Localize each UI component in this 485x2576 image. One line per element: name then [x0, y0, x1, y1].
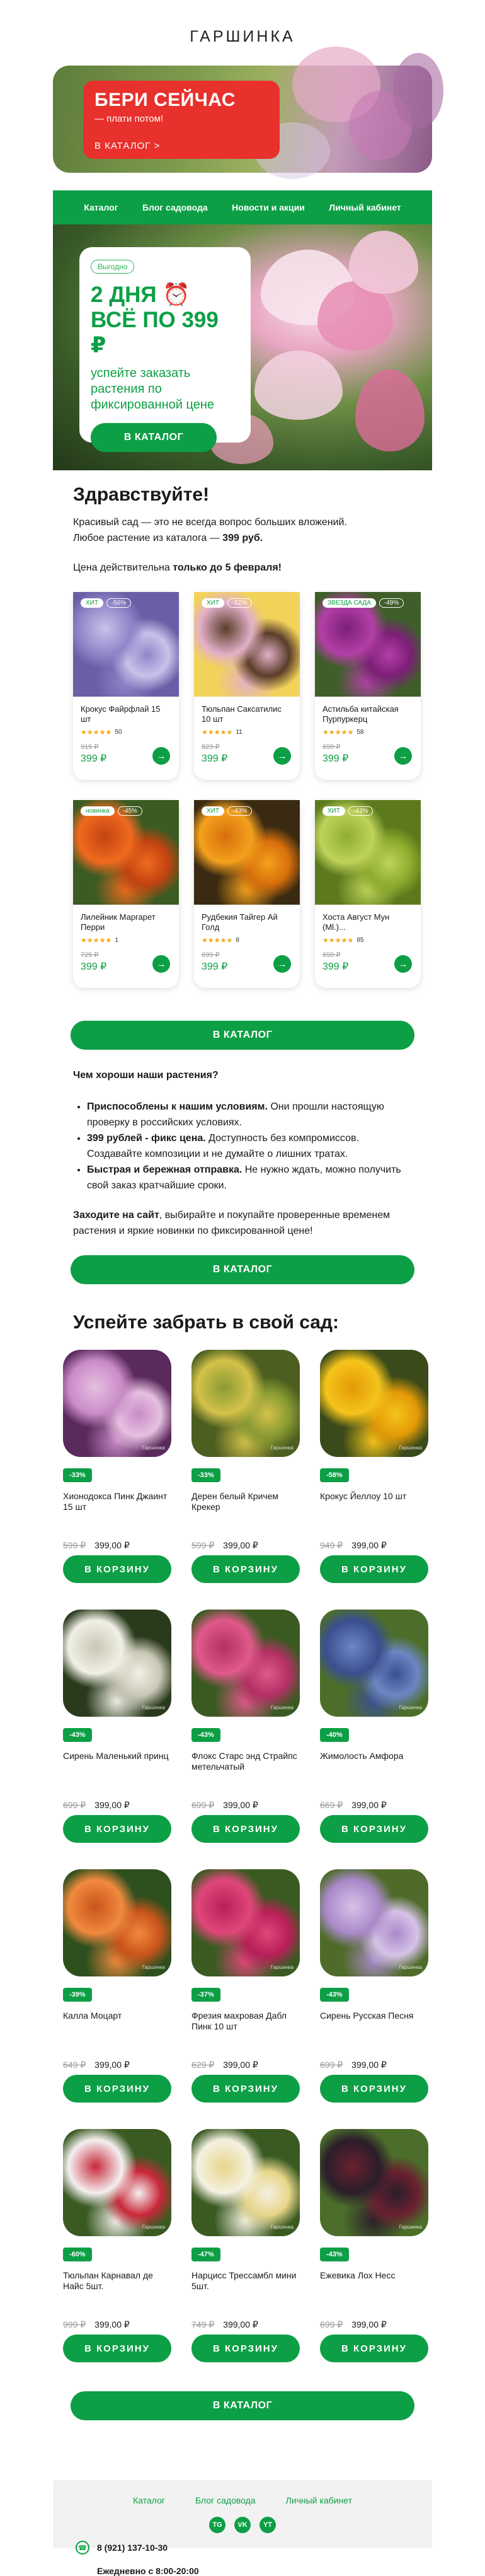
product-discount-badge: -56%: [106, 598, 131, 608]
arrow-right-icon[interactable]: →: [152, 747, 170, 765]
catalog-card: [63, 1610, 171, 1843]
product-price: 399,00 ₽: [94, 1800, 130, 1810]
old-price: 915 ₽: [81, 743, 99, 751]
old-price: 629 ₽: [191, 2060, 215, 2070]
catalog-card: [320, 1869, 428, 2103]
product-price: 399,00 ₽: [94, 1540, 130, 1550]
add-to-cart-button[interactable]: В КОРЗИНУ: [63, 2075, 171, 2103]
product-price: 399 ₽: [81, 753, 107, 764]
add-to-cart-button[interactable]: В КОРЗИНУ: [63, 1555, 171, 1583]
greeting-line2: Любое растение из каталога — 399 руб.: [73, 533, 263, 543]
why-list: [73, 1099, 412, 1193]
product-price: 399,00 ₽: [94, 2319, 130, 2329]
why-section: [0, 1050, 485, 1239]
featured-card[interactable]: [194, 800, 300, 988]
old-price: 599 ₽: [191, 1540, 215, 1550]
product-tag-badge: ХИТ: [202, 806, 224, 816]
product-name[interactable]: Нарцисс Трессамбл мини 5шт.: [191, 2270, 297, 2291]
catalog-button-1[interactable]: В КАТАЛОГ: [71, 1021, 414, 1050]
old-price: 829 ₽: [202, 743, 220, 751]
arrow-right-icon[interactable]: →: [152, 955, 170, 973]
catalog-card: [191, 2129, 300, 2362]
featured-card[interactable]: [73, 800, 179, 988]
discount-badge: -40%: [320, 1728, 349, 1742]
product-name[interactable]: Астильба китайская Пурпуркерц: [322, 704, 399, 724]
add-to-cart-button[interactable]: В КОРЗИНУ: [320, 2075, 428, 2103]
arrow-right-icon[interactable]: →: [273, 747, 291, 765]
product-image[interactable]: [194, 592, 300, 697]
product-name[interactable]: Рудбекия Тайгер Ай Голд: [202, 912, 278, 932]
star-icons: ★★★★★: [322, 937, 354, 944]
product-image[interactable]: [191, 1610, 300, 1717]
product-image[interactable]: [63, 1350, 171, 1457]
greeting-deadline: Цена действительна только до 5 февраля!: [73, 562, 282, 573]
image-watermark: Гаршинка: [270, 1964, 294, 1970]
add-to-cart-button[interactable]: В КОРЗИНУ: [320, 1555, 428, 1583]
why-item: • 399 рублей - фикс цена. Доступность без компромиссов. Создавайте композиции и не думайте о лишних тратах.: [87, 1130, 412, 1162]
product-discount-badge: -43%: [227, 806, 252, 816]
vk-icon[interactable]: VK: [234, 2517, 251, 2533]
hero-banner: [53, 190, 432, 470]
image-watermark: Гаршинка: [399, 1445, 422, 1451]
nav-catalog[interactable]: Каталог: [84, 202, 118, 212]
old-price: 699 ₽: [63, 1800, 86, 1810]
catalog-card: [63, 1869, 171, 2103]
product-name[interactable]: Сирень Маленький принц: [63, 1751, 169, 1761]
arrow-right-icon[interactable]: →: [394, 747, 412, 765]
discount-badge: -33%: [63, 1468, 92, 1482]
footer-phone[interactable]: [76, 2541, 168, 2555]
catalog-card: [63, 2129, 171, 2362]
discount-badge: -60%: [63, 2248, 92, 2261]
product-image[interactable]: [191, 1869, 300, 1976]
catalog-card: [191, 1869, 300, 2103]
product-discount-badge: -45%: [118, 806, 142, 816]
review-count: 8: [236, 937, 239, 944]
image-watermark: Гаршинка: [142, 1705, 165, 1710]
product-name[interactable]: Флокс Старс энд Страйпс метельчатый: [191, 1751, 297, 1772]
image-watermark: Гаршинка: [270, 1445, 294, 1451]
product-price: 399,00 ₽: [351, 1540, 387, 1550]
featured-products: [0, 576, 485, 988]
old-price: 699 ₽: [320, 2319, 343, 2329]
catalog-button-3[interactable]: В КАТАЛОГ: [71, 2391, 414, 2420]
image-watermark: Гаршинка: [270, 1705, 294, 1710]
add-to-cart-button[interactable]: В КОРЗИНУ: [191, 1815, 300, 1843]
discount-badge: -43%: [63, 1728, 92, 1742]
product-rating: [194, 726, 300, 736]
star-icons: ★★★★★: [322, 729, 354, 736]
old-price: 749 ₽: [191, 2319, 215, 2329]
image-watermark: Гаршинка: [270, 2224, 294, 2230]
product-price: 399,00 ₽: [223, 1800, 258, 1810]
image-watermark: Гаршинка: [399, 1964, 422, 1970]
image-watermark: Гаршинка: [142, 1445, 165, 1451]
catalog-card: [320, 2129, 428, 2362]
star-icons: ★★★★★: [81, 937, 112, 944]
old-price: 725 ₽: [81, 951, 99, 959]
product-rating: [73, 726, 179, 736]
why-item: • Приспособлены к нашим условиям. Они прошли настоящую проверку в российских условиях.: [87, 1099, 412, 1130]
add-to-cart-button[interactable]: В КОРЗИНУ: [320, 2335, 428, 2362]
catalog-card: [63, 1350, 171, 1583]
image-watermark: Гаршинка: [142, 2224, 165, 2230]
nav-blog[interactable]: Блог садовода: [142, 202, 208, 212]
product-price: 399,00 ₽: [223, 2060, 258, 2070]
discount-badge: -43%: [320, 1988, 349, 2002]
nav-account[interactable]: Личный кабинет: [329, 202, 401, 212]
product-prices: [320, 1800, 428, 1811]
greeting-line1: Красивый сад — это не всегда вопрос больших вложений.: [73, 517, 347, 528]
product-prices: [320, 2060, 428, 2070]
product-image[interactable]: [194, 800, 300, 905]
product-prices: [63, 1800, 171, 1811]
old-price: 699 ₽: [202, 951, 220, 959]
pay-later-banner[interactable]: [53, 66, 432, 173]
add-to-cart-button[interactable]: В КОРЗИНУ: [320, 1815, 428, 1843]
old-price: 669 ₽: [320, 1800, 343, 1810]
product-name[interactable]: Калла Моцарт: [63, 2010, 122, 2021]
old-price: 649 ₽: [63, 2060, 86, 2070]
product-image[interactable]: [191, 2129, 300, 2236]
arrow-right-icon[interactable]: →: [273, 955, 291, 973]
banner-title: БЕРИ СЕЙЧАС: [94, 90, 236, 110]
discount-badge: -58%: [320, 1468, 349, 1482]
why-cta-text: Заходите на сайт, выбирайте и покупайте проверенные временем растения и яркие новинки по фиксированной цене!: [73, 1210, 391, 1236]
product-tag-badge: ЗВЕЗДА САДА: [322, 598, 376, 608]
footer-phone-text: 8 (921) 137-10-30: [97, 2543, 168, 2553]
footer-link-account[interactable]: Личный кабинет: [285, 2495, 352, 2505]
product-image[interactable]: [63, 1869, 171, 1976]
product-discount-badge: -43%: [348, 806, 373, 816]
banner-subtitle: — плати потом!: [94, 113, 164, 124]
add-to-cart-button[interactable]: В КОРЗИНУ: [63, 2335, 171, 2362]
product-badges: [81, 598, 131, 608]
product-image[interactable]: [320, 1610, 428, 1717]
old-price: 699 ₽: [191, 1800, 215, 1810]
product-name[interactable]: Хионодокса Пинк Джаинт 15 шт: [63, 1491, 168, 1512]
product-name[interactable]: Жимолость Амфора: [320, 1751, 404, 1761]
product-image[interactable]: [73, 592, 179, 697]
product-name[interactable]: Фрезия махровая Дабл Пинк 10 шт: [191, 2010, 287, 2031]
review-count: 85: [357, 937, 364, 944]
product-prices: [63, 2319, 171, 2330]
product-badges: [322, 598, 404, 608]
product-price: 399 ₽: [81, 961, 107, 972]
image-watermark: Гаршинка: [142, 1964, 165, 1970]
product-image[interactable]: [320, 1350, 428, 1457]
featured-card[interactable]: [315, 592, 421, 780]
star-icons: ★★★★★: [202, 937, 233, 944]
promo-headline-line2: ВСЁ ПО 399 ₽: [91, 308, 219, 357]
phone-icon: ☎: [76, 2541, 89, 2555]
youtube-icon[interactable]: YT: [260, 2517, 276, 2533]
product-price: 399 ₽: [322, 961, 349, 972]
pay-later-card: [83, 81, 280, 159]
greeting-section: [0, 470, 485, 576]
catalog-card: [320, 1350, 428, 1583]
product-badges: [202, 806, 252, 816]
product-rating: [315, 934, 421, 944]
product-image[interactable]: [315, 800, 421, 905]
product-price: 399,00 ₽: [94, 2060, 130, 2070]
catalog-card: [320, 1610, 428, 1843]
image-watermark: Гаршинка: [399, 2224, 422, 2230]
product-badges: [322, 806, 373, 816]
add-to-cart-button[interactable]: В КОРЗИНУ: [191, 1555, 300, 1583]
promo-catalog-button[interactable]: В КАТАЛОГ: [91, 423, 217, 452]
old-price: 699 ₽: [320, 2060, 343, 2070]
add-to-cart-button[interactable]: В КОРЗИНУ: [191, 2075, 300, 2103]
promo-card: [79, 247, 251, 443]
footer: [53, 2480, 432, 2576]
product-name[interactable]: Крокус Йеллоу 10 шт: [320, 1491, 407, 1501]
star-icons: ★★★★★: [81, 729, 112, 736]
product-name[interactable]: Тюльпан Саксатилис 10 шт: [202, 704, 282, 724]
featured-card[interactable]: [194, 592, 300, 780]
product-image[interactable]: [63, 2129, 171, 2236]
old-price: 999 ₽: [63, 2319, 86, 2329]
product-badges: [202, 598, 252, 608]
product-badges: [81, 806, 142, 816]
old-price: 599 ₽: [63, 1540, 86, 1550]
product-name[interactable]: Ежевика Лох Несс: [320, 2270, 396, 2280]
catalog-products: [0, 1333, 485, 2362]
brand-logo-text: ГАРШИНКА: [190, 28, 295, 45]
arrow-right-icon[interactable]: →: [394, 955, 412, 973]
why-item: • Быстрая и бережная отправка. Не нужно ждать, можно получить свой заказ кратчайшие сроки.: [87, 1162, 412, 1193]
footer-link-catalog[interactable]: Каталог: [133, 2495, 165, 2505]
product-image[interactable]: [191, 1350, 300, 1457]
product-image[interactable]: [320, 1869, 428, 1976]
image-watermark: Гаршинка: [399, 1705, 422, 1710]
add-to-cart-button[interactable]: В КОРЗИНУ: [63, 1815, 171, 1843]
product-prices: [63, 2060, 171, 2070]
product-prices: [191, 2319, 300, 2330]
product-prices: [191, 1540, 300, 1551]
discount-badge: -37%: [191, 1988, 220, 2002]
product-prices: [320, 1540, 428, 1551]
product-price: 399 ₽: [202, 961, 228, 972]
discount-badge: -43%: [320, 2248, 349, 2261]
nav-news[interactable]: Новости и акции: [232, 202, 305, 212]
greeting-title: Здравствуйте!: [73, 484, 210, 505]
product-tag-badge: новинка: [81, 806, 115, 816]
product-price: 399,00 ₽: [223, 2319, 258, 2329]
banner-catalog-link[interactable]: В КАТАЛОГ >: [94, 141, 161, 151]
product-prices: [191, 1800, 300, 1811]
featured-card[interactable]: [73, 592, 179, 780]
main-nav: [53, 190, 432, 224]
star-icons: ★★★★★: [202, 729, 233, 736]
promo-badge: Выгодно: [91, 260, 134, 274]
product-name[interactable]: Сирень Русская Песня: [320, 2010, 414, 2021]
old-price: 699 ₽: [322, 951, 341, 959]
product-name[interactable]: Тюльпан Карнавал де Найс 5шт.: [63, 2270, 153, 2291]
product-image[interactable]: [63, 1610, 171, 1717]
product-image[interactable]: [315, 592, 421, 697]
review-count: 50: [115, 729, 122, 736]
old-price: 699 ₽: [322, 743, 341, 751]
product-tag-badge: ХИТ: [322, 806, 345, 816]
product-price: 399 ₽: [322, 753, 349, 764]
catalog-button-2[interactable]: В КАТАЛОГ: [71, 1255, 414, 1284]
review-count: 58: [357, 729, 364, 736]
old-price: 949 ₽: [320, 1540, 343, 1550]
product-prices: [320, 2319, 428, 2330]
product-prices: [63, 1540, 171, 1551]
promo-headline-line1: 2 ДНЯ ⏰: [91, 282, 190, 307]
discount-badge: -33%: [191, 1468, 220, 1482]
product-name[interactable]: Хоста Август Мун (Ml.)...: [322, 912, 390, 932]
product-price: 399,00 ₽: [223, 1540, 258, 1550]
discount-badge: -43%: [191, 1728, 220, 1742]
section-title: Успейте забрать в свой сад:: [73, 1312, 340, 1333]
discount-badge: -47%: [191, 2248, 220, 2261]
product-name[interactable]: Лилейник Маргарет Перри: [81, 912, 156, 932]
footer-hours: Ежедневно с 8:00-20:00: [97, 2566, 199, 2576]
catalog-card: [191, 1350, 300, 1583]
product-name[interactable]: Крокус Файрфлай 15 шт: [81, 704, 161, 724]
review-count: 1: [115, 937, 118, 944]
footer-links: [53, 2495, 432, 2505]
why-title: Чем хороши наши растения?: [73, 1070, 219, 1081]
product-price: 399 ₽: [202, 753, 228, 764]
product-price: 399,00 ₽: [351, 2060, 387, 2070]
product-prices: [191, 2060, 300, 2070]
telegram-icon[interactable]: TG: [209, 2517, 225, 2533]
product-price: 399,00 ₽: [351, 1800, 387, 1810]
product-image[interactable]: [320, 2129, 428, 2236]
catalog-card: [191, 1610, 300, 1843]
promo-headline: [91, 282, 239, 358]
product-rating: [73, 934, 179, 944]
promo-text: успейте заказать растения по фиксированной цене: [91, 366, 215, 412]
product-price: 399,00 ₽: [351, 2319, 387, 2329]
product-tag-badge: ХИТ: [202, 598, 224, 608]
product-image[interactable]: [73, 800, 179, 905]
product-discount-badge: -49%: [379, 598, 404, 608]
product-rating: [315, 726, 421, 736]
footer-link-blog[interactable]: Блог садовода: [195, 2495, 256, 2505]
discount-badge: -39%: [63, 1988, 92, 2002]
footer-social: [53, 2517, 432, 2533]
product-discount-badge: -52%: [227, 598, 252, 608]
review-count: 11: [236, 729, 243, 736]
product-name[interactable]: Дерен белый Кричем Крекер: [191, 1491, 279, 1512]
add-to-cart-button[interactable]: В КОРЗИНУ: [191, 2335, 300, 2362]
product-tag-badge: ХИТ: [81, 598, 103, 608]
product-rating: [194, 934, 300, 944]
featured-card[interactable]: [315, 800, 421, 988]
